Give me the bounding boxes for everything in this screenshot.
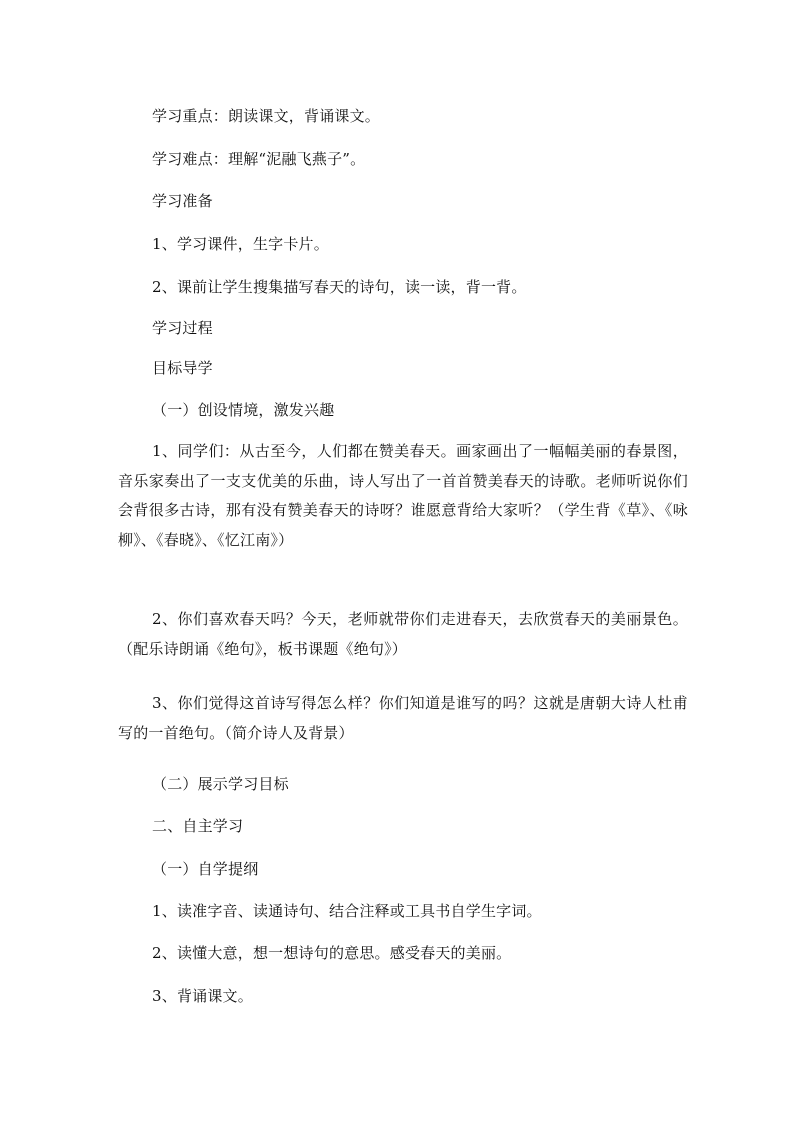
text-line-key-points: 学习重点：朗读课文，背诵课文。 bbox=[152, 107, 381, 125]
subsection-heading-create-scene: （一）创设情境，激发兴趣 bbox=[152, 401, 335, 419]
section-heading-goal-guidance: 目标导学 bbox=[152, 359, 213, 377]
text-line-difficulty: 学习难点：理解“泥融飞燕子”。 bbox=[152, 150, 366, 168]
text-line-preparation-1: 1、学习课件，生字卡片。 bbox=[152, 235, 329, 253]
text-line-outline-3: 3、背诵课文。 bbox=[152, 987, 253, 1005]
paragraph-step-3: 3、你们觉得这首诗写得怎么样？你们知道是谁写的吗？这就是唐朝大诗人杜甫写的一首绝句。（简介诗人及背景） bbox=[118, 694, 688, 742]
section-heading-self-study: 二、自主学习 bbox=[152, 817, 244, 835]
text-line-outline-2: 2、读懂大意，想一想诗句的意思。感受春天的美丽。 bbox=[152, 944, 512, 962]
text-line-outline-1: 1、读准字音、读通诗句、结合注释或工具书自学生字词。 bbox=[152, 902, 542, 920]
paragraph-step-2: 2、你们喜欢春天吗？今天，老师就带你们走进春天，去欣赏春天的美丽景色。（配乐诗朗诵《绝句》，板书课题《绝句》） bbox=[118, 610, 688, 658]
subsection-heading-self-study-outline: （一）自学提纲 bbox=[152, 860, 259, 878]
section-heading-preparation: 学习准备 bbox=[152, 192, 213, 210]
section-heading-process: 学习过程 bbox=[152, 319, 213, 337]
text-line-preparation-2: 2、课前让学生搜集描写春天的诗句，读一读，背一背。 bbox=[152, 278, 527, 296]
subsection-heading-show-goals: （二）展示学习目标 bbox=[152, 775, 289, 793]
paragraph-step-1: 1、同学们：从古至今，人们都在赞美春天。画家画出了一幅幅美丽的春景图，音乐家奏出了一支支优美的乐曲，诗人写出了一首首赞美春天的诗歌。老师听说你们会背很多古诗，那有没有赞美春天的诗呀？谁愿意背给大家听？（学生背《草》、《咏柳》、《春晓》、《忆江南》） bbox=[118, 442, 688, 549]
